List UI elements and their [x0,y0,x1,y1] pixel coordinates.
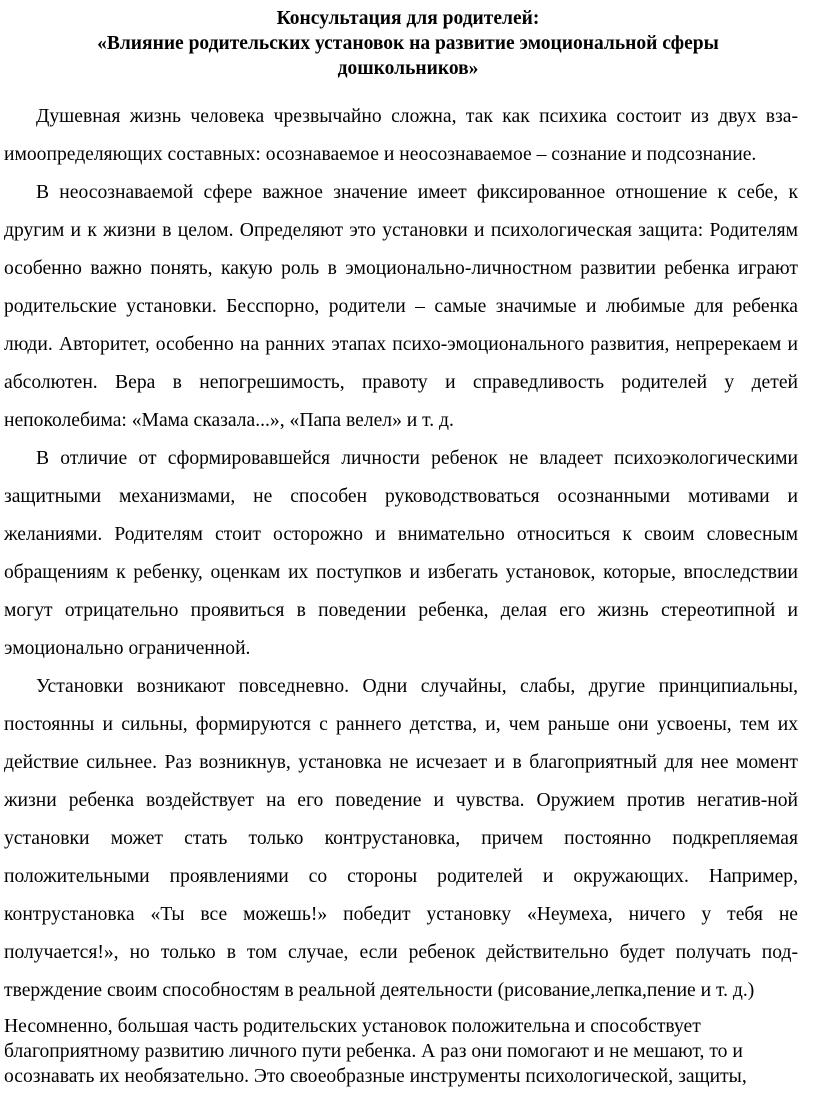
document-body [4,98,798,1010]
paragraph-4: Установки возникают повседневно. Одни случайны, слабы, другие принципиальны, постоянны и сильны, формируются с раннего детства, и, чем раньше они усвоены, тем их действие сильнее. Раз возникнув, установка не исчезает и в благоприятный для нее момент жизни ребенка воздействует на его поведение и чувства. Оружием против негатив-ной установки может стать только контрустановка, причем постоянно подкрепляемая положительными проявлениями со стороны родителей и окружающих. Например, контрустановка «Ты все можешь!» победит установку «Неумеха, ничего у тебя не получается!», но только в том случае, если ребенок действительно будет получать под-тверждение своим способностям в реальной деятельности (рисование,лепка,пение и т. д.) [4,676,798,1001]
document-title [0,6,816,81]
paragraph-1: Душевная жизнь человека чрезвычайно сложна, так как психика состоит из двух вза-имоопределяющих составных: осознаваемое и неосознаваемое – сознание и подсознание. [4,106,798,165]
closing-section [4,1014,788,1089]
paragraph-2: В неосознаваемой сфере важное значение имеет фиксированное отношение к себе, к другим и к жизни в целом. Определяют это установки и психологическая защита: Родителям особенно важно понять, какую роль в эмоционально-личностном развитии ребенка играют родительские установки. Бесспорно, родители – самые значимые и любимые для ребенка люди. Авторитет, особенно на ранних этапах психо-эмоционального развития, непререкаем и абсолютен. Вера в непогрешимость, правоту и справедливость родителей у детей непоколебима: «Мама сказала...», «Папа велел» и т. д. [4,182,798,431]
title-line-2: «Влияние родительских установок на развитие эмоциональной сферы [97,33,719,54]
title-line-3: дошкольников» [337,58,479,79]
paragraph-3: В отличие от сформировавшейся личности ребенок не владеет психоэкологическими защитными механизмами, не способен руководствоваться осознанными мотивами и желаниями. Родителям стоит осторожно и внимательно относиться к своим словесным обращениям к ребенку, оценкам их поступков и избегать установок, которые, впоследствии могут отрицательно проявиться в поведении ребенка, делая его жизнь стереотипной и эмоционально ограниченной. [4,448,798,659]
title-line-1: Консультация для родителей: [276,8,540,29]
closing-paragraph: Несомненно, большая часть родительских установок положительна и способствует благоприятному развитию личного пути ребенка. А раз они помогают и не мешают, то и осознавать их необязательно. Это своеобразные инструменты психологической, защиты, [4,1016,747,1087]
